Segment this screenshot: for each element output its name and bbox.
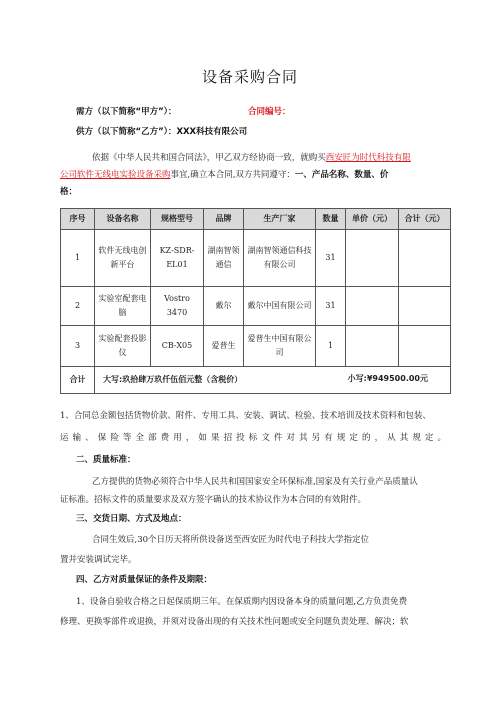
header-cell: 规格型号: [151, 209, 204, 230]
section4-line-1: 1、设备自验收合格之日起保质期三年。在保质期内因设备本身的质量问题,乙方负责免费: [76, 597, 408, 607]
buyer-name-underlined: 西安匠为时代科技有限: [325, 153, 411, 163]
header-cell: 品牌: [204, 209, 244, 230]
seller-label: 供方（以下简称“乙方”）：: [76, 127, 177, 137]
section3-heading: 三、交货日期、方式及地点：: [76, 514, 187, 524]
total-row: [61, 367, 451, 394]
section1-heading: 一、产品名称、数量、价: [294, 170, 389, 180]
device-model: KZ-SDR-EL01: [151, 230, 204, 287]
contract-no-label: 合同编号：: [248, 107, 291, 117]
line-total: [399, 287, 451, 326]
device-model: Vostro 3470: [151, 287, 204, 326]
section2-line-1: 乙方提供的货物必须符合中华人民共和国国家安全环保标准,国家及有关行业产品质量认: [92, 477, 418, 487]
intro-line-3: 格：: [60, 187, 78, 197]
clause1-line-2: 运输、保险等全部费用，如果招投标文件对其另有规定的，从其规定。: [60, 433, 446, 443]
device-maker: 爱普生中国有限公司: [244, 326, 316, 367]
row-number: 3: [61, 326, 95, 367]
total-upper: 大写:玖拾肆万玖仟伍佰元整（含税价）: [103, 375, 243, 384]
buyer-label: 需方（以下简称“甲方”）：: [76, 107, 177, 117]
device-qty: 31: [316, 230, 346, 287]
header-cell: 生产厂家: [244, 209, 316, 230]
section3-line-2: 置并安装调试完毕。: [60, 555, 137, 565]
row-number: 2: [61, 287, 95, 326]
device-brand: 戴尔: [204, 287, 244, 326]
unit-price: [346, 230, 399, 287]
intro-line-1: 依据《中华人民共和国合同法》，甲乙双方经协商一致，就购买西安匠为时代科技有限: [92, 153, 411, 163]
section4-line-2: 修理、更换零部件或退换，并须对设备出现的有关技术性问题或安全问题负责处理、解决；软: [60, 617, 409, 627]
total-label: 合计: [61, 367, 95, 394]
device-model: CB-X05: [151, 326, 204, 367]
intro-line-2: 公司软件无线电实验设备采购事宜,确立本合同,双方共同遵守：一、产品名称、数量、价: [60, 170, 389, 180]
section2-line-2: 证标准。招标文件的质量要求及双方签字确认的技术协议作为本合同的有效附件。: [60, 495, 367, 505]
unit-price: [346, 326, 399, 367]
header-cell: 序号: [61, 209, 95, 230]
header-cell: 设备名称: [95, 209, 151, 230]
seller-name: XXX科技有限公司: [176, 127, 248, 137]
buyer-line: [76, 106, 291, 118]
table-row: [61, 287, 451, 326]
line-total: [399, 230, 451, 287]
product-table: [60, 208, 451, 394]
table-row: [61, 326, 451, 367]
device-maker: 湖南智领通信科技有限公司: [244, 230, 316, 287]
header-cell: 数量: [316, 209, 346, 230]
total-amount-cell: [95, 367, 451, 394]
header-cell: 单价（元）: [346, 209, 399, 230]
total-lower: 小写:¥949500.00元: [347, 374, 428, 383]
device-name: 软件无线电创新平台: [95, 230, 151, 287]
table-header-row: [61, 209, 451, 230]
project-name-underlined: 公司软件无线电实验设备采购: [60, 170, 171, 180]
device-brand: 湖南智领通信: [204, 230, 244, 287]
section3-line-1: 合同生效后,30个日历天将所供设备送至西安匠为时代电子科技大学指定位: [92, 535, 370, 545]
section2-heading: 二、质量标准：: [76, 455, 136, 465]
device-qty: 31: [316, 287, 346, 326]
line-total: [399, 326, 451, 367]
section4-heading: 四、乙方对质量保证的条件及期限：: [76, 575, 213, 585]
device-name: 实验配套投影仪: [95, 326, 151, 367]
clause1-line-1: 1、合同总金额包括货物价款、附件、专用工具、安装、调试、检验、技术培训及技术资料和包装、: [60, 411, 431, 421]
device-qty: 1: [316, 326, 346, 367]
contract-title: 设备采购合同: [201, 68, 298, 86]
header-cell: 合计（元）: [399, 209, 451, 230]
device-maker: 戴尔中国有限公司: [244, 287, 316, 326]
row-number: 1: [61, 230, 95, 287]
table-row: [61, 230, 451, 287]
unit-price: [346, 287, 399, 326]
device-name: 实验室配套电脑: [95, 287, 151, 326]
device-brand: 爱普生: [204, 326, 244, 367]
seller-line: [76, 126, 247, 138]
